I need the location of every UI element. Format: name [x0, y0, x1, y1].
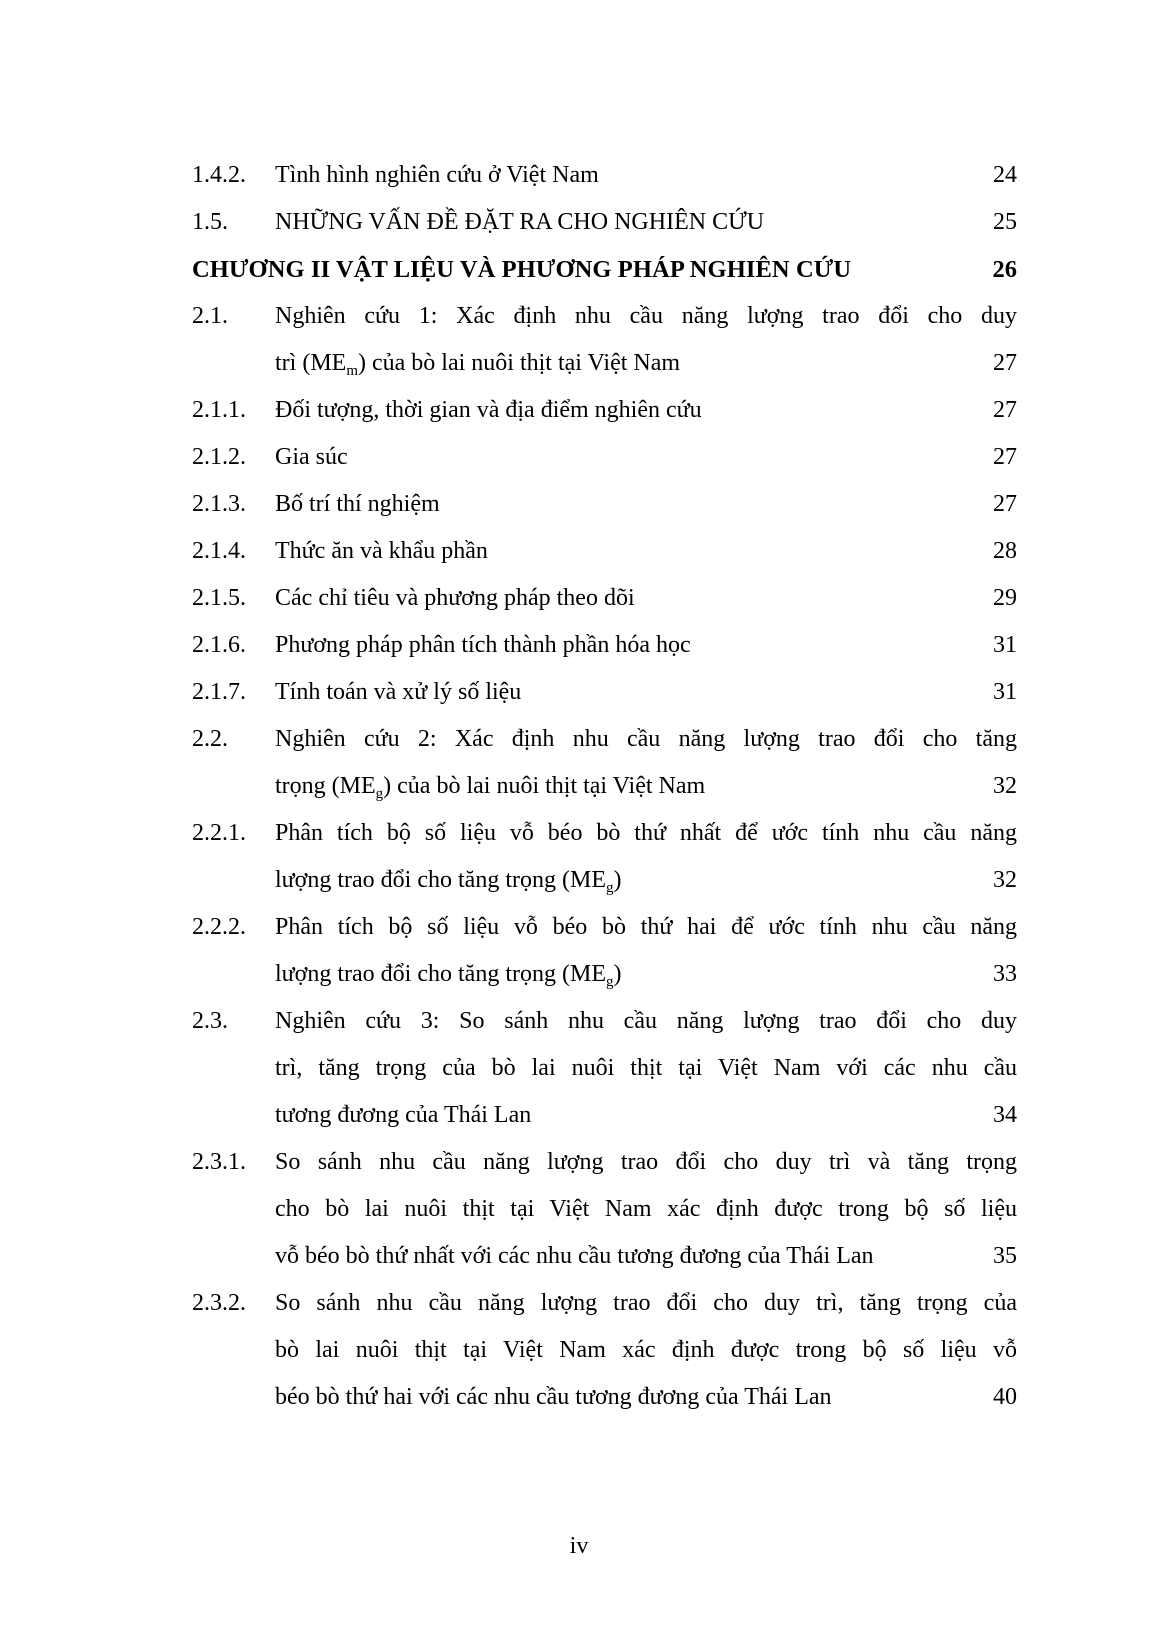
subscript: m — [346, 363, 358, 379]
toc-entry-2-1-1[interactable] — [192, 387, 1017, 434]
toc-number: 2.1.1. — [192, 397, 246, 423]
toc-text: trì (ME — [275, 350, 347, 376]
toc-entry-body — [275, 434, 1017, 481]
toc-page-number: 33 — [993, 961, 1017, 987]
toc-number: 2.2.2. — [192, 914, 246, 940]
toc-text: ) của bò lai nuôi thịt tại Việt Nam — [358, 350, 681, 376]
toc-page-number: 26 — [992, 256, 1017, 283]
toc-number: 2.1.5. — [192, 585, 246, 611]
toc-page-number: 31 — [993, 679, 1017, 705]
toc-page-number: 31 — [993, 632, 1017, 658]
toc-title-line-2: bò lai nuôi thịt tại Việt Nam xác định được trong bộ số liệu vỗ — [275, 1337, 1017, 1363]
toc-page-number: 35 — [993, 1243, 1017, 1269]
toc-number: 2.1.3. — [192, 491, 246, 517]
toc-entry-2-2-1[interactable] — [192, 810, 1017, 904]
toc-number: 2.3. — [192, 1008, 228, 1034]
toc-entry-body — [275, 716, 1017, 810]
toc-page-number: 24 — [993, 162, 1017, 188]
toc-entry-body — [275, 1139, 1017, 1280]
toc-text: lượng trao đổi cho tăng trọng (ME — [275, 961, 606, 987]
toc-entry-2-3[interactable] — [192, 998, 1017, 1139]
subscript: g — [375, 786, 384, 802]
toc-number: 2.1.4. — [192, 538, 246, 564]
toc-page-number: 32 — [993, 867, 1017, 893]
toc-text: trọng (ME — [275, 773, 376, 799]
toc-entry-body — [275, 387, 1017, 434]
toc-title-line-2 — [275, 951, 1017, 998]
toc-title: Thức ăn và khẩu phần — [275, 538, 488, 564]
toc-entry-body — [275, 669, 1017, 716]
toc-entry-2-1-3[interactable] — [192, 481, 1017, 528]
toc-entry-2-1-6[interactable] — [192, 622, 1017, 669]
toc-entry-2-1-4[interactable] — [192, 528, 1017, 575]
toc-page-number: 34 — [993, 1102, 1017, 1128]
toc-entry-body — [275, 199, 1017, 246]
subscript: g — [605, 880, 614, 896]
toc-page-number: 40 — [993, 1384, 1017, 1410]
toc-page-number: 25 — [993, 209, 1017, 235]
toc-entry-2-2-2[interactable] — [192, 904, 1017, 998]
toc-title-line-1: So sánh nhu cầu năng lượng trao đổi cho duy trì, tăng trọng của — [275, 1290, 1017, 1316]
toc-title-line-3: vỗ béo bò thứ nhất với các nhu cầu tương đương của Thái Lan — [275, 1243, 874, 1269]
toc-page-number: 29 — [993, 585, 1017, 611]
toc-title-line-2: cho bò lai nuôi thịt tại Việt Nam xác định được trong bộ số liệu — [275, 1196, 1017, 1222]
toc-entry-2-1[interactable] — [192, 293, 1017, 387]
toc-page-number: 32 — [993, 773, 1017, 799]
toc-entry-2-1-2[interactable] — [192, 434, 1017, 481]
toc-title-line-1: Nghiên cứu 2: Xác định nhu cầu năng lượng trao đổi cho tăng — [275, 726, 1017, 752]
toc-title-line-2: trì, tăng trọng của bò lai nuôi thịt tại Việt Nam với các nhu cầu — [275, 1055, 1017, 1081]
subscript: g — [605, 974, 614, 990]
toc-entry-2-1-7[interactable] — [192, 669, 1017, 716]
toc-entry-body — [275, 1280, 1017, 1421]
toc-number: 1.5. — [192, 209, 228, 235]
toc-number: 2.1.2. — [192, 444, 246, 470]
toc-title: Các chỉ tiêu và phương pháp theo dõi — [275, 585, 635, 611]
table-of-contents — [192, 152, 1017, 1421]
toc-page-number: 27 — [993, 444, 1017, 470]
toc-title: Bố trí thí nghiệm — [275, 491, 440, 517]
toc-number: 2.3.1. — [192, 1149, 246, 1175]
toc-title-line-1: So sánh nhu cầu năng lượng trao đổi cho duy trì và tăng trọng — [275, 1149, 1017, 1175]
toc-entry-body — [275, 810, 1017, 904]
toc-text: lượng trao đổi cho tăng trọng (ME — [275, 867, 606, 893]
toc-title-line-3: tương đương của Thái Lan — [275, 1102, 532, 1128]
toc-title: Tính toán và xử lý số liệu — [275, 679, 522, 705]
toc-number: 2.1. — [192, 303, 228, 329]
toc-entry-body — [275, 622, 1017, 669]
toc-title-line-3: béo bò thứ hai với các nhu cầu tương đương của Thái Lan — [275, 1384, 832, 1410]
toc-title-line-2 — [275, 857, 1017, 904]
toc-title: Tình hình nghiên cứu ở Việt Nam — [275, 162, 599, 188]
toc-entry-body — [275, 481, 1017, 528]
toc-page-number: 27 — [993, 491, 1017, 517]
toc-title-line-1: Phân tích bộ số liệu vỗ béo bò thứ hai để ước tính nhu cầu năng — [275, 914, 1017, 940]
toc-title-line-2 — [275, 763, 1017, 810]
toc-entry-2-1-5[interactable] — [192, 575, 1017, 622]
toc-title-line-1: Nghiên cứu 3: So sánh nhu cầu năng lượng trao đổi cho duy — [275, 1008, 1017, 1034]
toc-entry-body — [275, 293, 1017, 387]
toc-entry-body — [275, 528, 1017, 575]
toc-page-number: 27 — [993, 397, 1017, 423]
toc-page-number: 27 — [993, 350, 1017, 376]
page-number-footer: iv — [569, 1533, 589, 1559]
toc-title-line-1: Phân tích bộ số liệu vỗ béo bò thứ nhất để ước tính nhu cầu năng — [275, 820, 1017, 846]
toc-title: Gia súc — [275, 444, 348, 470]
toc-entry-body — [275, 904, 1017, 998]
chapter-title: CHƯƠNG II VẬT LIỆU VÀ PHƯƠNG PHÁP NGHIÊN CỨU — [192, 256, 852, 283]
toc-chapter-2[interactable] — [192, 246, 1017, 293]
toc-title: Đối tượng, thời gian và địa điểm nghiên cứu — [275, 397, 702, 423]
toc-title-line-1: Nghiên cứu 1: Xác định nhu cầu năng lượng trao đổi cho duy — [275, 303, 1017, 329]
toc-number: 2.1.6. — [192, 632, 246, 658]
toc-entry-body — [275, 152, 1017, 199]
toc-number: 1.4.2. — [192, 162, 246, 188]
toc-number: 2.2. — [192, 726, 228, 752]
toc-title: Phương pháp phân tích thành phần hóa học — [275, 632, 691, 658]
toc-entry-body — [275, 575, 1017, 622]
toc-text: ) của bò lai nuôi thịt tại Việt Nam — [383, 773, 706, 799]
toc-text: ) — [613, 867, 622, 893]
toc-page-number: 28 — [993, 538, 1017, 564]
toc-entry-2-3-2[interactable] — [192, 1280, 1017, 1421]
toc-number: 2.3.2. — [192, 1290, 246, 1316]
toc-entry-body — [275, 998, 1017, 1139]
toc-entry-2-2[interactable] — [192, 716, 1017, 810]
toc-entry-1-5[interactable] — [192, 199, 1017, 246]
toc-text: ) — [613, 961, 622, 987]
toc-number: 2.2.1. — [192, 820, 246, 846]
toc-title: NHỮNG VẤN ĐỀ ĐẶT RA CHO NGHIÊN CỨU — [275, 209, 765, 235]
toc-title-line-2 — [275, 340, 1017, 387]
toc-number: 2.1.7. — [192, 679, 246, 705]
toc-entry-2-3-1[interactable] — [192, 1139, 1017, 1280]
toc-entry-1-4-2[interactable] — [192, 152, 1017, 199]
